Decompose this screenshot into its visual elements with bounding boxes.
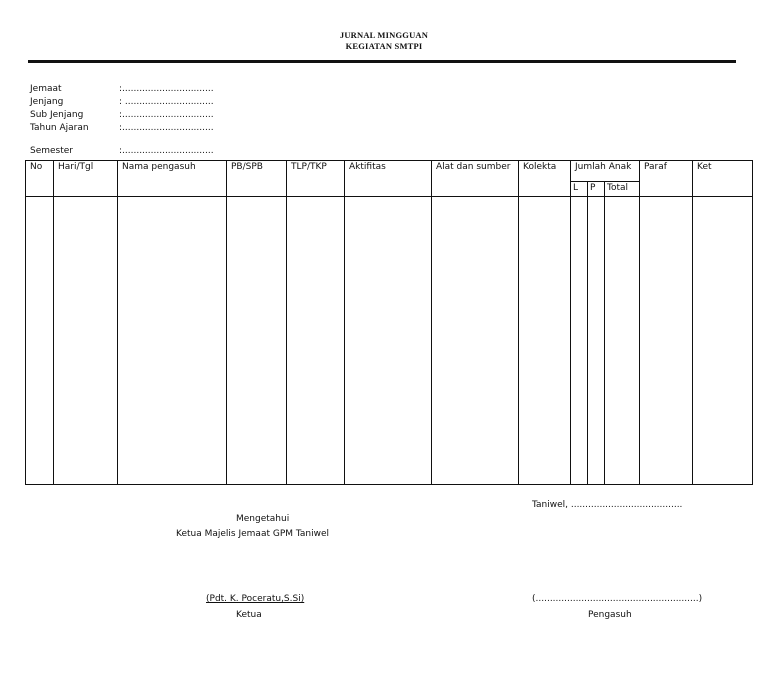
meta-value-tahun-ajaran: :................................ — [119, 123, 214, 133]
cell-ket[interactable] — [693, 197, 753, 485]
meta-label-jenjang: Jenjang — [30, 97, 64, 107]
col-header-hari-tgl: Hari/Tgl — [54, 161, 118, 197]
ketua-signature-name: (Pdt. K. Poceratu,S.Si) — [206, 594, 305, 604]
pengasuh-signature-line: (.........................................................) — [532, 594, 703, 604]
meta-value-jenjang: : ............................... — [119, 97, 214, 107]
col-header-l: L — [571, 181, 588, 196]
cell-l[interactable] — [571, 197, 588, 485]
document-title-line1: JURNAL MINGGUAN — [339, 30, 429, 40]
col-header-nama-pengasuh: Nama pengasuh — [118, 161, 227, 197]
meta-value-jemaat: :................................ — [119, 84, 214, 94]
header-rule — [28, 60, 736, 63]
cell-tlp-tkp[interactable] — [287, 197, 345, 485]
col-header-tlp-tkp: TLP/TKP — [287, 161, 345, 197]
col-header-ket: Ket — [693, 161, 753, 197]
col-header-paraf: Paraf — [640, 161, 693, 197]
place-date: Taniwel, ....................................... — [532, 500, 683, 510]
col-header-kolekta: Kolekta — [519, 161, 571, 197]
mengetahui-label: Mengetahui — [236, 514, 290, 524]
cell-aktifitas[interactable] — [345, 197, 432, 485]
cell-alat-sumber[interactable] — [432, 197, 519, 485]
cell-total[interactable] — [605, 197, 640, 485]
col-header-p: P — [588, 181, 605, 196]
meta-label-tahun-ajaran: Tahun Ajaran — [30, 123, 89, 133]
col-header-total: Total — [605, 181, 640, 196]
cell-hari-tgl[interactable] — [54, 197, 118, 485]
col-header-alat-sumber: Alat dan sumber — [432, 161, 519, 197]
meta-label-jemaat: Jemaat — [30, 84, 62, 94]
cell-kolekta[interactable] — [519, 197, 571, 485]
journal-table — [25, 160, 753, 485]
cell-p[interactable] — [588, 197, 605, 485]
pengasuh-role: Pengasuh — [588, 610, 632, 620]
cell-pb-spb[interactable] — [227, 197, 287, 485]
document-title-line2: KEGIATAN SMTPI — [345, 41, 423, 51]
meta-label-sub-jenjang: Sub Jenjang — [30, 110, 84, 120]
cell-nama-pengasuh[interactable] — [118, 197, 227, 485]
meta-label-semester: Semester — [30, 146, 74, 156]
cell-paraf[interactable] — [640, 197, 693, 485]
cell-no[interactable] — [26, 197, 54, 485]
ketua-majelis-label: Ketua Majelis Jemaat GPM Taniwel — [176, 529, 329, 539]
col-header-no: No — [26, 161, 54, 197]
col-header-jumlah-anak: Jumlah Anak — [571, 161, 640, 182]
meta-value-sub-jenjang: :................................ — [119, 110, 214, 120]
col-header-aktifitas: Aktifitas — [345, 161, 432, 197]
table-row — [26, 197, 753, 485]
meta-value-semester: :................................ — [119, 146, 214, 156]
ketua-role: Ketua — [236, 610, 262, 620]
col-header-pb-spb: PB/SPB — [227, 161, 287, 197]
